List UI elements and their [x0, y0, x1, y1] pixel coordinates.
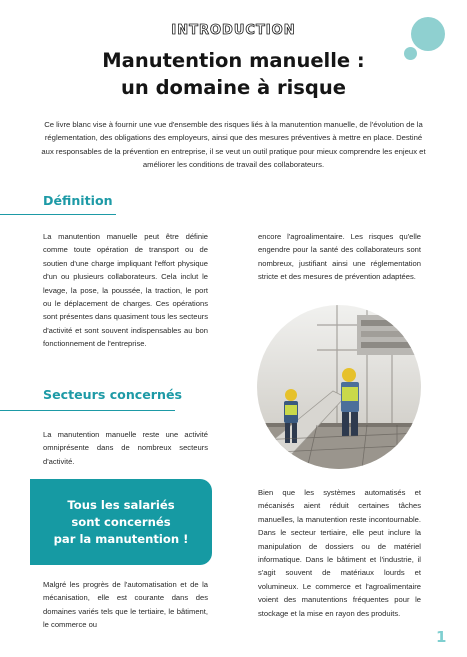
secteurs-heading: Secteurs concernés [43, 387, 182, 402]
secteurs-heading-rule [0, 410, 175, 411]
secteurs-paragraph: La manutention manuelle reste une activité omniprésente dans de nombreux secteurs d'activité. [43, 430, 208, 466]
page-title-line-1: Manutention manuelle : [102, 49, 365, 72]
left-column-bottom-paragraph: Malgré les progrès de l'automatisation et de la mécanisation, elle est courante dans des domaines variés tels que le tertiaire, le bâtiment, le commerce ou [43, 580, 208, 630]
construction-workers-photo-icon [257, 305, 421, 469]
workers-photo [257, 305, 421, 469]
quote-line-1: Tous les salariés [67, 497, 175, 512]
quote-line-2: sont concernés [71, 514, 171, 529]
intro-paragraph: Ce livre blanc vise à fournir une vue d'ensemble des risques liés à la manutention manuelle, de l'évolution de la réglementation, des obligations des employeurs, ainsi que des mesures préventives à mettre en place. Destiné aux responsables de la prévention en entreprise, il se veut un outil pratique pour mieux comprendre les enjeux et améliorer les conditions de travail des collaborateurs. [41, 120, 426, 169]
page-title [40, 47, 427, 101]
right-column-top-paragraph: encore l'agroalimentaire. Les risques qu'elle engendre pour la santé des collaborateurs sont nombreux, justifiant ainsi une réglementation stricte et des mesures de prévention adaptées. [258, 232, 421, 282]
right-column-bottom-paragraph: Bien que les systèmes automatisés et mécanisés aient réduit certaines tâches manuelles, la manutention reste incontournable. Dans le secteur tertiaire, elle peut inclure la manipulation de dossiers ou de matériel informatique. Dans le bâtiment et l'industrie, il s'agit souvent de matériaux lourds et volumineux. Le commerce et l'agroalimentaire voient des manutentions fréquentes pour le stockage et la mise en rayon des produits. [258, 488, 421, 618]
section-kicker: INTRODUCTION [171, 23, 296, 38]
page-number: 1 [436, 628, 447, 646]
definition-heading-rule [0, 214, 116, 215]
quote-line-3: par la manutention ! [53, 531, 189, 546]
definition-paragraph: La manutention manuelle peut être définie comme toute opération de transport ou de soutien d'une charge impliquant l'effort physique d'un ou plusieurs collaborateurs. Cela inclut le levage, la pose, la poussée, la traction, le port ou le déplacement de charges. Ces opérations sont présentes dans quasiment tous les secteurs d'activité et sont souvent indispensables au bon fonctionnement de l'entreprise. [43, 232, 208, 349]
definition-heading: Définition [43, 193, 113, 208]
page-title-line-2: un domaine à risque [121, 76, 346, 99]
quote-callout [30, 479, 212, 565]
